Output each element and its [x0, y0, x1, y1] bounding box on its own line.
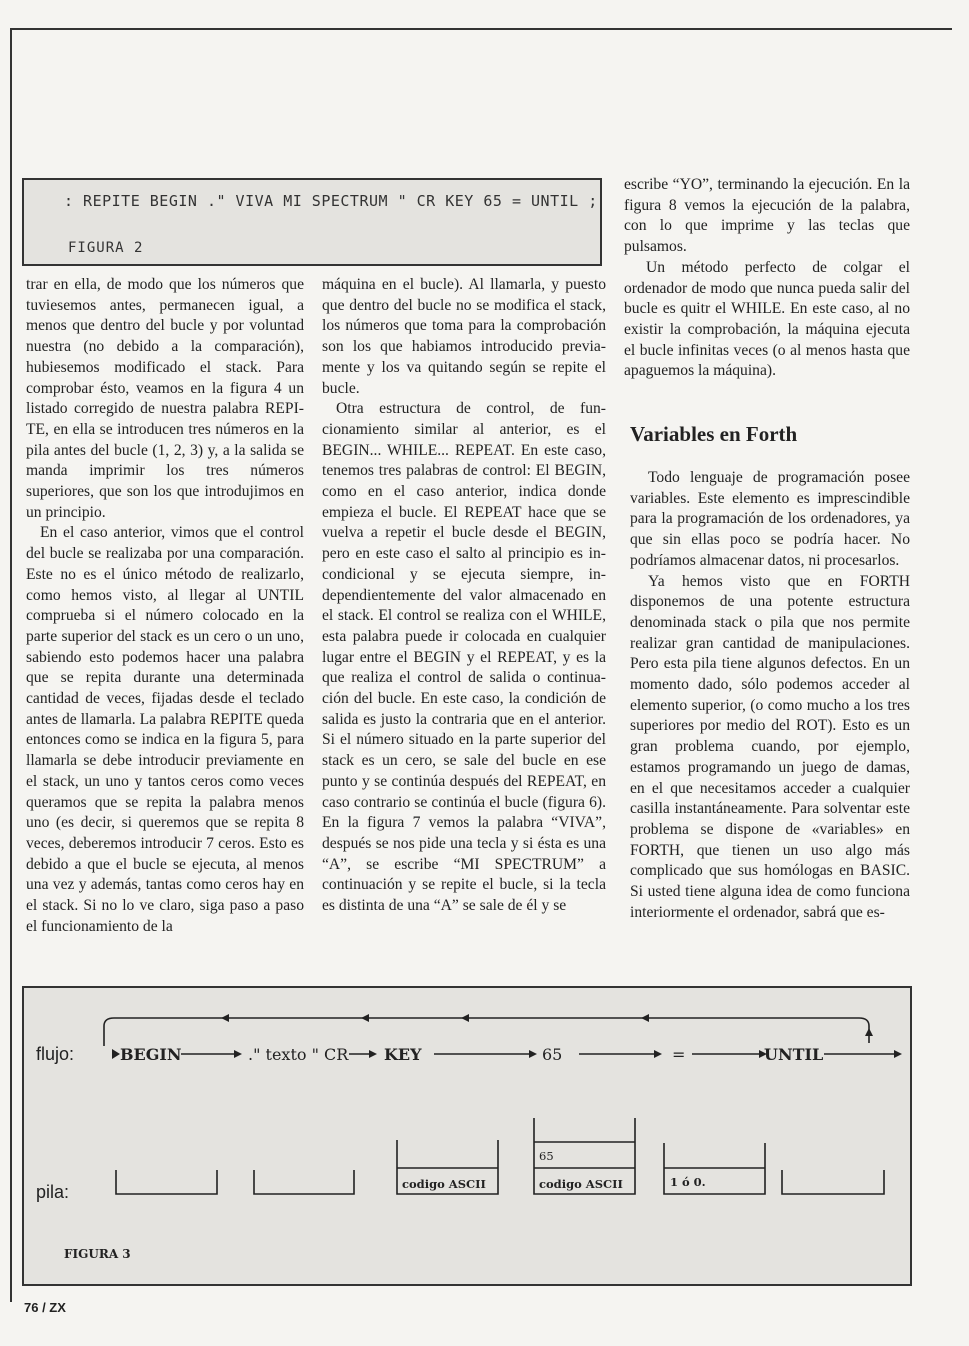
arrowhead-4 [654, 1050, 662, 1058]
arrowhead-6 [894, 1050, 902, 1058]
stack-codigo-2: codigo ASCII [539, 1177, 623, 1191]
flow-until: UNTIL [764, 1045, 824, 1064]
page-number: 76 / ZX [24, 1300, 66, 1315]
loop-back-line [104, 1018, 869, 1046]
figure-3-diagram [24, 988, 910, 1284]
flow-key: KEY [384, 1045, 422, 1064]
arrowhead-3 [529, 1050, 537, 1058]
col1-paragraph-2: En el caso anterior, vimos que el control del bucle se realizaba por una comparación. Este no es el único método de realizarlo, como hemos visto, al llegar al UNTIL comprueba si el número colocado en la parte superior del stack es un cero o un uno, sabiendo esto podemos hacer una palabra que se repita durante una determinada cantidad de veces, fijadas desde el teclado antes de llamarla. La palabra REPITE queda entonces como se indica en la figura 5, para llamarla se debe introducir previamente en el stack, un uno y tantos ceros como veces queramos que se repita la palabra menos uno (es decir, si queremos que se repita 8 veces, deberemos introducir 7 ceros. Esto es debido a que el bucle se ejecuta, al menos una vez y además, tantas como ceros hay en el stack. Si no lo ve claro, siga paso a paso el funcionamiento de la [26, 524, 304, 935]
column-1 [26, 275, 304, 938]
stack-box-6 [782, 1170, 884, 1194]
col2-paragraph-2: Otra estructura de control, de funcionamiento similar al anterior, es el BEGIN... WHILE... REPEAT. En este caso, tenemos tres palabras de control: El BEGIN, como en el caso anterior, indica donde empieza el bucle. El REPEAT hace que se vuelva a repetir el bucle desde el BEGIN, pero en este caso el salto al principio es incondicional y se ejecuta siempre, independientemente del valor almacenado en el stack. El control se realiza con el WHILE, esta palabra puede ir colocada en cualquier lugar entre el BEGIN y el REPEAT, y es la que realiza el control de salida o continuación del bucle. En este caso, la condición de salida es justo la contraria que en el anterior. Si el número situado en la parte superior del stack es un cero, se sale del bucle en ese punto y se continúa después del REPEAT, en caso contrario se continúa el bucle (figura 6). En la figura 7 vemos la palabra “VIVA”, después se nos pide una tecla y si ésta es una “A”, se escribe “MI SPECTRUM” a continuación y se repite el bucle, si la tecla es distinta de una “A” se sale de él y se [322, 400, 606, 915]
column-3-top [624, 175, 910, 382]
figure-2-label: FIGURA 2 [68, 240, 144, 256]
arrowhead-loop-4 [641, 1014, 649, 1022]
stack-codigo-1: codigo ASCII [402, 1177, 486, 1191]
stack-box-1 [116, 1170, 217, 1194]
arrowhead-loop-3 [461, 1014, 469, 1022]
arrowhead-2 [369, 1050, 377, 1058]
arrowhead-loop-up [865, 1028, 873, 1036]
col3-paragraph-3: Todo lenguaje de programación posee variables. Este elemento es imprescindible para la programación de los ordenadores, ya que sin ellas poco se podría hacer. No podríamos almacenar datos, ni procesarlos. [630, 469, 910, 569]
stack-value-65: 65 [539, 1149, 554, 1163]
arrowhead-begin [112, 1049, 120, 1059]
col3-paragraph-4: Ya hemos visto que en FORTH disponemos de una potente estructura denominada stack o pila que nos permite realizar gran cantidad de manipulaciones. Pero esta pila tiene algunos defectos. En un momento dado, sólo podemos acceder al elemento superior, (o como mucho a los tres superiores por medio del ROT). Esto es un gran problema cuando, por ejemplo, estamos programando un juego de damas, en el que necesitamos acceder a cualquier casilla instantáneamente. Para solventar este problema se dispone de «variables» en FORTH, que tienen un uso algo más complicado que sus homólogas en BASIC. Si usted tiene alguna idea de como funciona interiormente el ordenador, sabrá que es- [630, 572, 910, 921]
figure-2-box [22, 178, 602, 266]
arrowhead-loop-2 [361, 1014, 369, 1022]
flow-texto: ." texto " CR [248, 1045, 349, 1064]
arrowhead-loop-1 [221, 1014, 229, 1022]
section-heading: Variables en Forth [630, 422, 798, 446]
flow-65: 65 [542, 1045, 563, 1064]
arrowhead-1 [234, 1050, 242, 1058]
figure-2-code: : REPITE BEGIN ." VIVA MI SPECTRUM " CR KEY 65 = UNTIL ; [64, 192, 598, 210]
figure-3-box [22, 986, 912, 1286]
flujo-label: flujo: [36, 1044, 75, 1064]
pila-label: pila: [36, 1182, 70, 1202]
figure-3-label: FIGURA 3 [64, 1247, 131, 1261]
stack-box-2 [254, 1170, 354, 1194]
column-2 [322, 275, 606, 917]
col3-paragraph-2: Un método perfecto de colgar el ordenador de modo que nunca pueda salir del bucle es quitr el WHILE. En este caso, al no existir la comprobación, la máquina ejecuta el bucle infinitas veces (o al menos hasta que apaguemos la máquina). [624, 258, 910, 380]
col2-paragraph-1: máquina en el bucle). Al llamarla, y puesto que dentro del bucle no se modifica el stack, los números que toma para la comprobación son los que habiamos introducido previamente y los va quitando según se repite el bucle. [322, 276, 606, 397]
col3-paragraph-1: escribe “YO”, terminando la ejecución. En la figura 8 vemos la ejecución de la palabra, con lo que imprime y las teclas que pulsamos. [624, 176, 910, 256]
column-3-bottom [630, 468, 910, 923]
stack-uno-cero: 1 ó 0. [670, 1175, 706, 1189]
flow-begin: BEGIN [120, 1045, 182, 1064]
flow-equals: = [672, 1045, 686, 1064]
col1-paragraph-1: trar en ella, de modo que los números que tuviesemos antes, permanecen igual, a menos que dentro del bucle y por voluntad nuestra (no debido a la comparación), hubiesemos modificado el stack. Para comprobar ésto, veamos en la figura 4 un listado corregido de nuestra palabra REPITE, en ella se introducen tres números en la pila antes del bucle (1, 2, 3) y, a la salida se manda imprimir los tres números superiores, que son los que introdujimos en un principio. [26, 276, 304, 521]
